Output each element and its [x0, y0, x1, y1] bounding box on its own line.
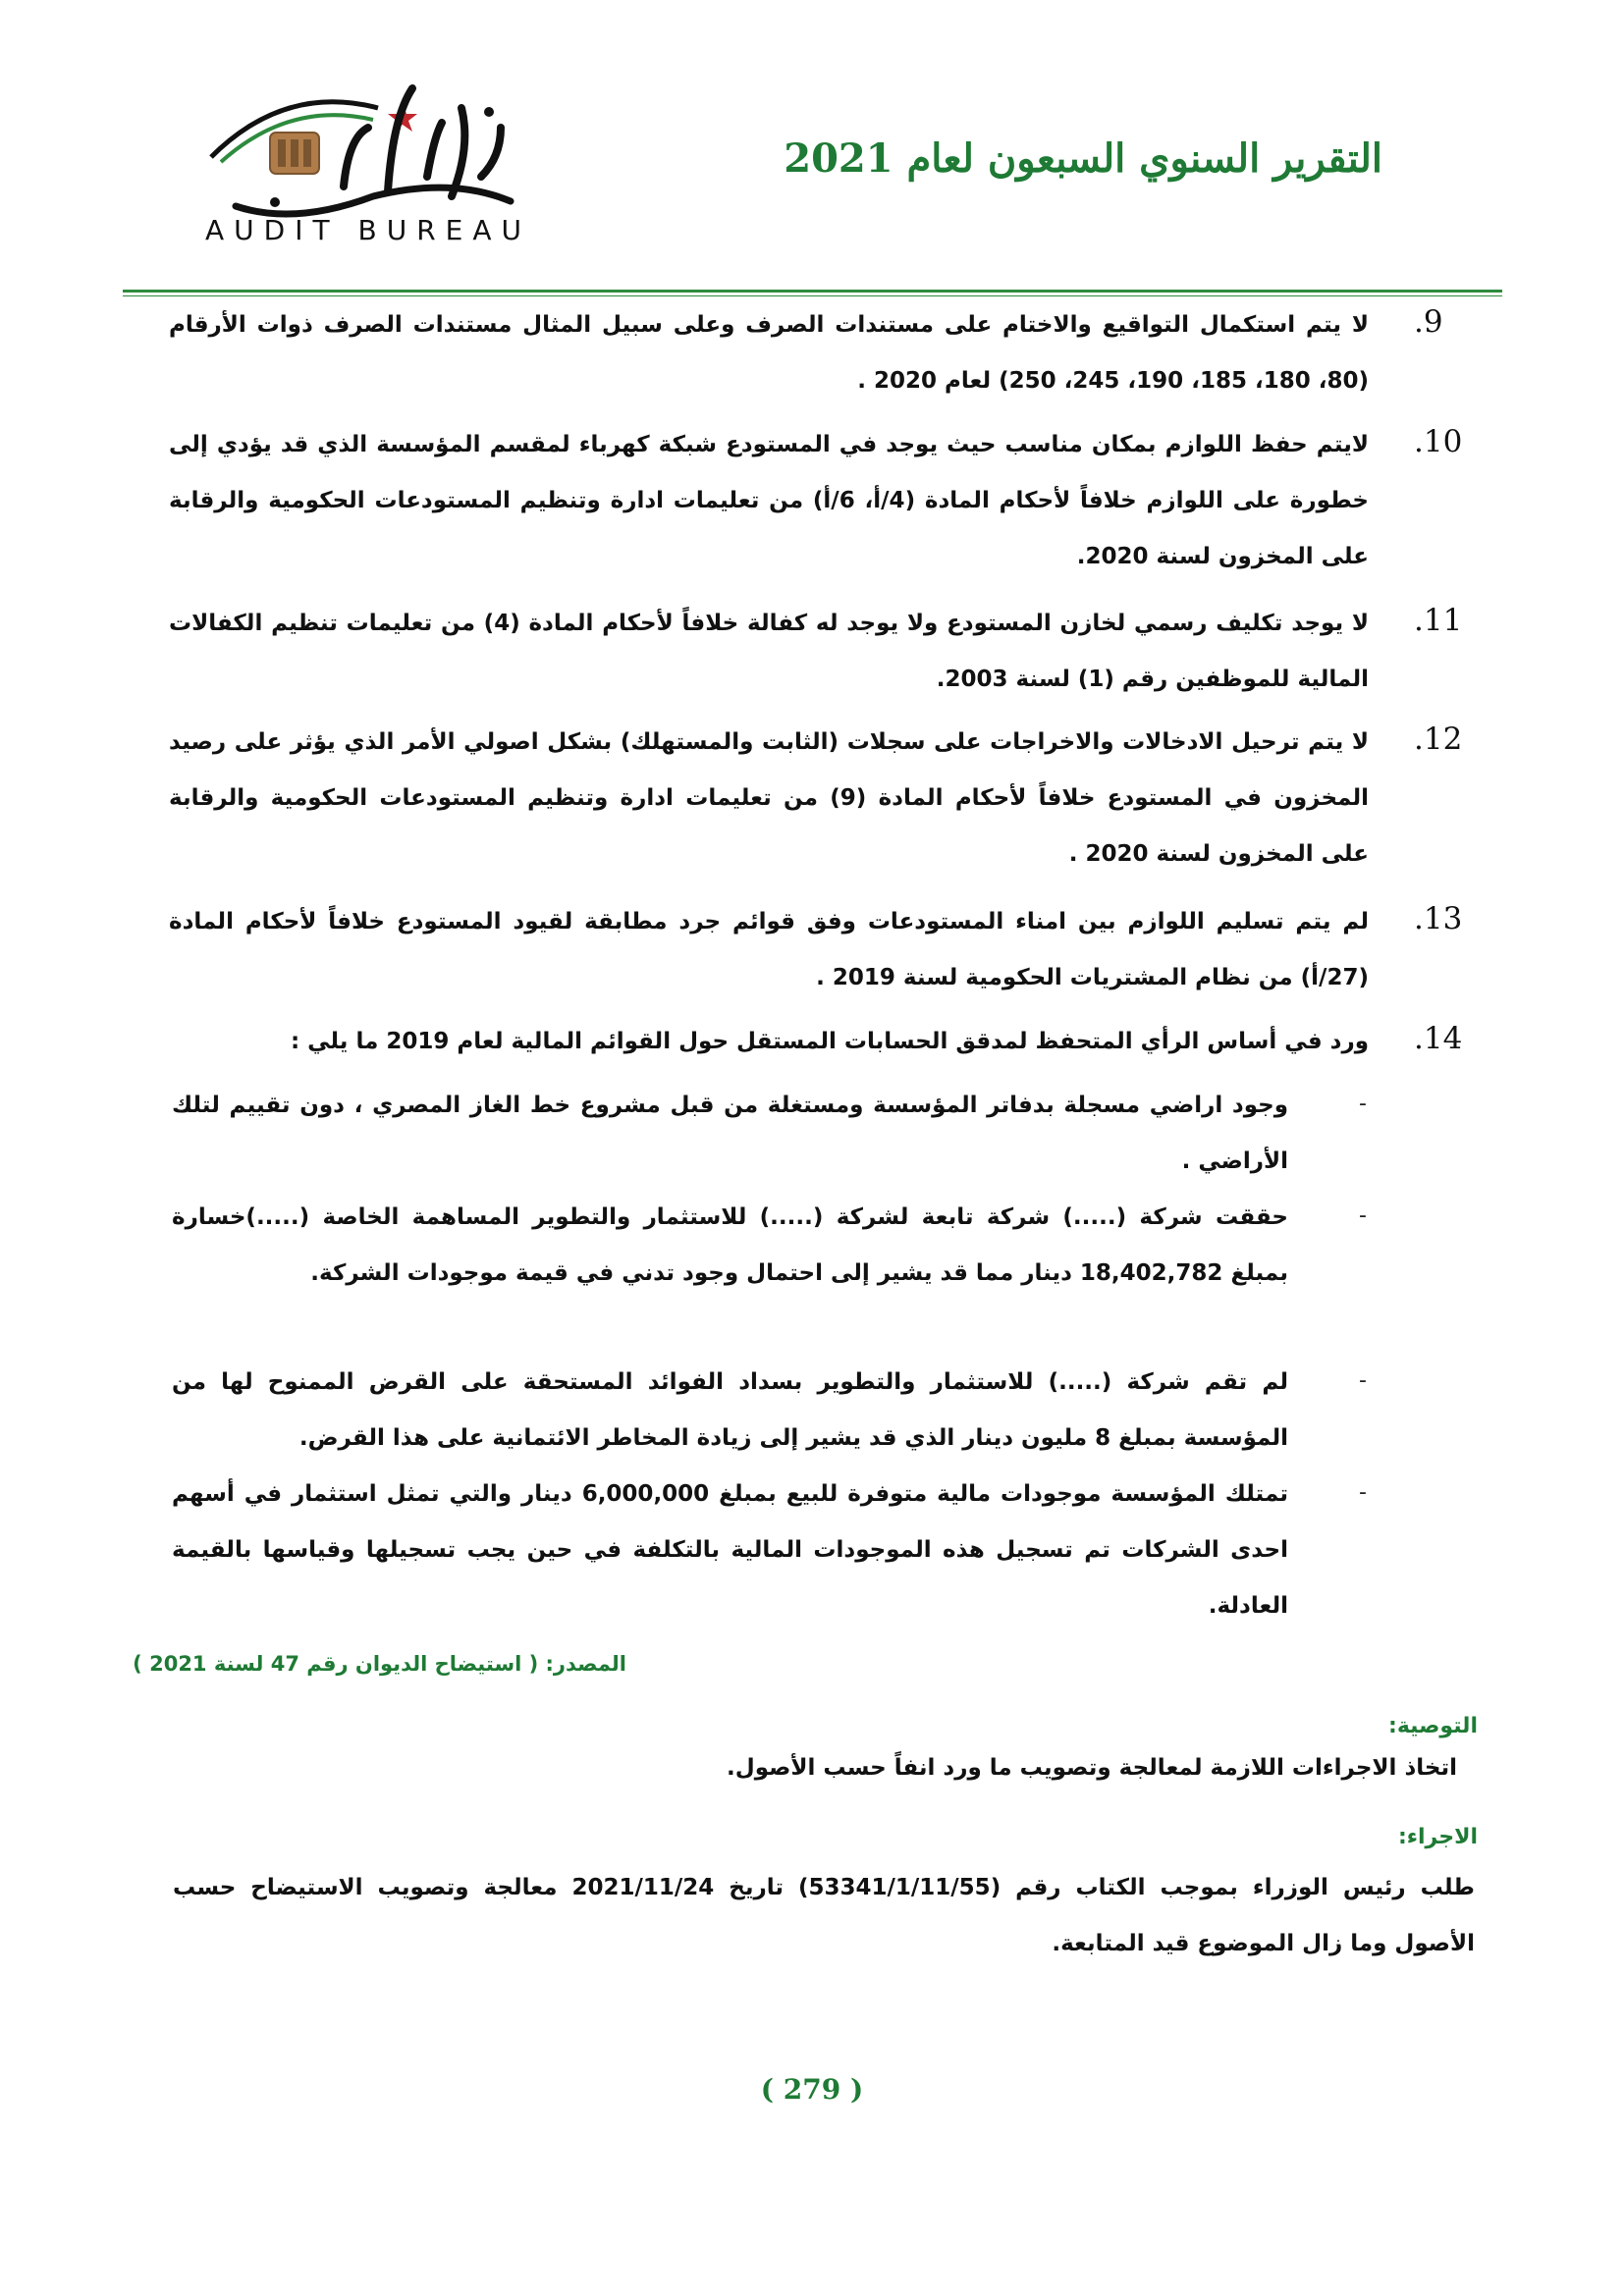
bullet-dash: - [1359, 1368, 1367, 1393]
list-item: لا يتم ترحيل الادخالات والاخراجات على سجلات (الثابت والمستهلك) بشكل اصولي الأمر الذي يؤثر على رصيد المخزون في المستودع خلافاً لأحكام المادة (9) من تعليمات ادارة وتنظيم المستودعات الحكومية والرقابة على المخزون لسنة 2020 . [169, 729, 1369, 867]
header-divider [123, 290, 1502, 293]
page-number: ( 279 ) [760, 2073, 864, 2106]
action-text: طلب رئيس الوزراء بموجب الكتاب رقم (53341/1/11/55) تاريخ 2021/11/24 معالجة وتصويب الاستيضاح حسب الأصول وما زال الموضوع قيد المتابعة. [173, 1875, 1475, 1956]
item-number: .9 [1414, 304, 1443, 340]
sub-list-item: لم تقم شركة (.....) للاستثمار والتطوير بسداد الفوائد المستحقة على القرض الممنوح لها من المؤسسة بمبلغ 8 مليون دينار الذي قد يشير إلى زيادة المخاطر الائتمانية على هذا القرض. [172, 1369, 1288, 1451]
list-item: لايتم حفظ اللوازم بمكان مناسب حيث يوجد في المستودع شبكة كهرباء لمقسم المؤسسة الذي قد يؤدي إلى خطورة على اللوازم خلافاً لأحكام المادة (4/أ، 6/أ) من تعليمات ادارة وتنظيم المستودعات الحكومية والرقابة على المخزون لسنة 2020. [169, 432, 1370, 569]
list-item: لا يتم استكمال التواقيع والاختام على مستندات الصرف وعلى سبيل المثال مستندات الصرف ذوات الأرقام (80، 180، 185، 190، 245، 250) لعام 2020 . [169, 312, 1369, 394]
sub-list-item: وجود اراضي مسجلة بدفاتر المؤسسة ومستغلة من قبل مشروع خط الغاز المصري ، دون تقييم لتلك الأراضي . [172, 1093, 1288, 1174]
item-number: .12 [1414, 721, 1463, 757]
recommendation-text: اتخاذ الاجراءات اللازمة لمعالجة وتصويب ما ورد انفاً حسب الأصول. [727, 1755, 1457, 1781]
bullet-dash: - [1359, 1092, 1367, 1116]
list-item: لا يوجد تكليف رسمي لخازن المستودع ولا يوجد له كفالة خلافاً لأحكام المادة (4) من تعليمات تنظيم الكفالات المالية للموظفين رقم (1) لسنة 2003. [169, 611, 1369, 692]
header-divider-thin [123, 295, 1502, 296]
recommendation-label: التوصية: [1388, 1714, 1478, 1738]
action-label: الاجراء: [1397, 1825, 1478, 1849]
list-item: لم يتم تسليم اللوازم بين امناء المستودعات وفق قوائم جرد مطابقة لقيود المستودع خلافاً لأحكام المادة (27/أ) من نظام المشتريات الحكومية لسنة 2019 . [169, 909, 1369, 990]
item-number: .11 [1414, 603, 1463, 638]
list-item: ورد في أساس الرأي المتحفظ لمدقق الحسابات المستقل حول القوائم المالية لعام 2019 ما يلي : [290, 1029, 1369, 1054]
bullet-dash: - [1359, 1203, 1367, 1228]
item-number: .10 [1414, 424, 1463, 459]
report-title: التقرير السنوي السبعون لعام 2021 [784, 135, 1382, 182]
source-note: المصدر: ( استيضاح الديوان رقم 47 لسنة 2021 ) [133, 1652, 626, 1676]
bullet-dash: - [1359, 1480, 1367, 1505]
logo-latin-text: AUDIT BUREAU [205, 214, 531, 246]
item-number: .14 [1414, 1021, 1463, 1056]
item-number: .13 [1414, 901, 1463, 936]
sub-list-item: حققت شركة (.....) شركة تابعة لشركة (.....) للاستثمار والتطوير المساهمة الخاصة (.....)خسارة بمبلغ 18,402,782 دينار مما قد يشير إلى احتمال وجود تدني في قيمة موجودات الشركة. [172, 1204, 1288, 1286]
sub-list-item: تمتلك المؤسسة موجودات مالية متوفرة للبيع بمبلغ 6,000,000 دينار والتي تمثل استثمار في أسهم احدى الشركات تم تسجيل هذه الموجودات المالية بالتكلفة في حين يجب تسجيلها وقياسها بالقيمة العادلة. [172, 1481, 1288, 1619]
